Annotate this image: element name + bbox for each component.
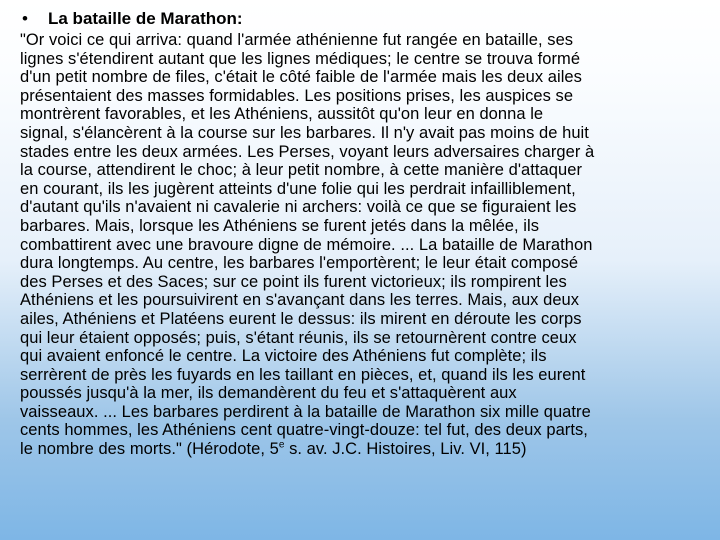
quote-line: qui leur étaient opposés; puis, s'étant réunis, ils se retournèrent contre ceux (20, 328, 577, 347)
quote-line: en courant, ils les jugèrent atteints d'une folie qui les perdrait infailliblement, (20, 179, 576, 198)
quote-line: Athéniens et les poursuivirent en s'avançant dans les terres. Mais, aux deux (20, 291, 580, 310)
quote-line: signal, s'élancèrent à la course sur les barbares. Il n'y avait pas moins de huit (20, 123, 589, 142)
quote-line: dura longtemps. Au centre, les barbares l'emportèrent; le leur était composé (20, 254, 579, 273)
quote-line: poussés jusqu'à la mer, ils demandèrent du feu et s'attaquèrent aux (20, 384, 517, 403)
quote-line: des Perses et des Saces; sur ce point ils furent victorieux; ils rompirent les (20, 272, 567, 291)
quote-line: barbares. Mais, lorsque les Athéniens se furent jetés dans la mêlée, ils (20, 216, 540, 235)
quote-line: d'un petit nombre de files, c'était le côté faible de l'armée mais les deux ailes (20, 68, 582, 87)
slide-content (20, 9, 716, 459)
quote-line: lignes s'étendirent autant que les lignes médiques; le centre se trouva formé (20, 49, 581, 68)
quote-line: montrèrent favorables, et les Athéniens, aussitôt qu'on leur en donna le (20, 105, 544, 124)
quote-line: qui avaient enfoncé le centre. La victoire des Athéniens fut complète; ils (20, 347, 547, 366)
quote-line-citation (20, 440, 716, 459)
quote-line: la course, attendirent le choc; à leur petit nombre, à cette manière d'attaquer (20, 161, 583, 180)
quote-line: cents hommes, les Athéniens cent quatre-vingt-douze: tel fut, des deux parts, (20, 421, 588, 440)
citation-superscript: e (278, 439, 285, 451)
bullet-heading (20, 9, 716, 31)
quote-line: "Or voici ce qui arriva: quand l'armée athénienne fut rangée en bataille, ses (20, 31, 574, 49)
quote-line: stades entre les deux armées. Les Perses, voyant leurs adversaires charger à (20, 142, 595, 161)
quote-line: présentaient des masses formidables. Les positions prises, les auspices se (20, 86, 574, 105)
quote-line: vaisseaux. ... Les barbares perdirent à la bataille de Marathon six mille quatre (20, 402, 591, 421)
citation-end: s. av. J.C. Histoires, Liv. VI, 115) (284, 440, 527, 459)
quote-line: serrèrent de près les fuyards en les taillant en pièces, et, quand ils les eurent (20, 365, 586, 384)
quote-text (20, 31, 716, 459)
quote-line: combattirent avec une bravoure digne de mémoire. ... La bataille de Marathon (20, 235, 593, 254)
citation-start: le nombre des morts." (Hérodote, 5 (20, 440, 279, 459)
quote-line: ailes, Athéniens et Platéens eurent le dessus: ils mirent en déroute les corps (20, 309, 582, 328)
bullet-marker: • (22, 9, 28, 28)
quote-line: d'autant qu'ils n'avaient ni cavalerie ni archers: voilà ce que se figuraient les (20, 198, 577, 217)
heading-title: La bataille de Marathon: (48, 9, 243, 28)
